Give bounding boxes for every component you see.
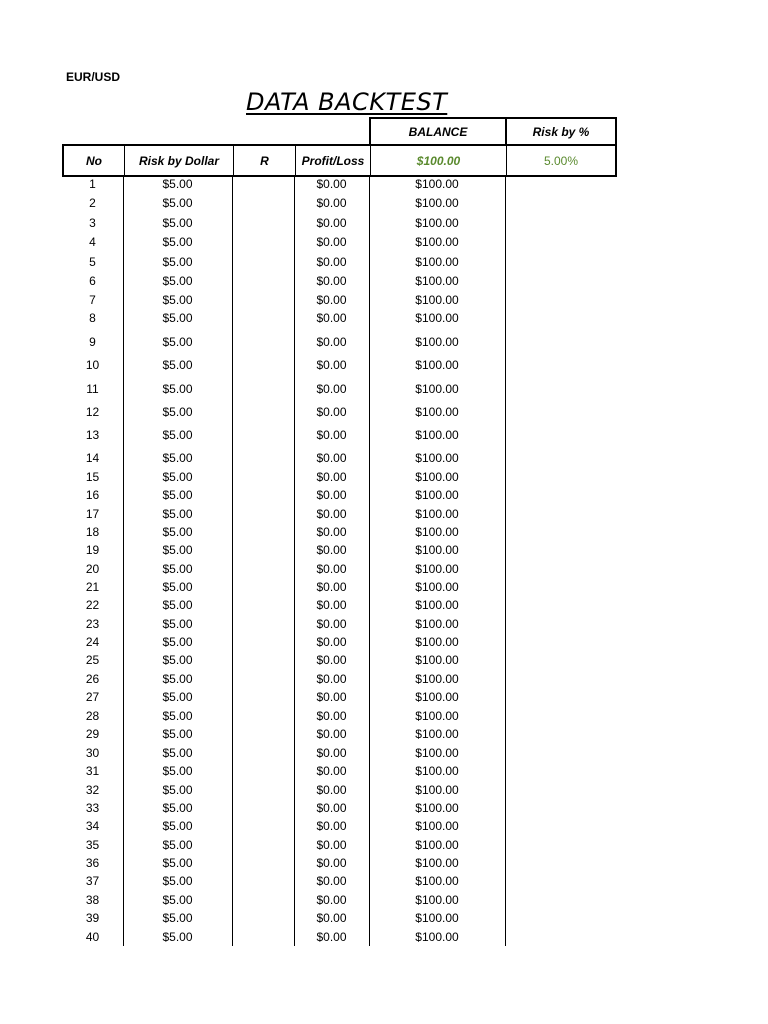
r-cell [232, 726, 294, 742]
profit-loss-cell: $0.00 [316, 382, 347, 396]
risk-by-dollar-cell: $5.00 [162, 801, 193, 815]
table-row [62, 381, 617, 397]
table-row [62, 837, 617, 853]
profit-loss-cell: $0.00 [316, 358, 347, 372]
profit-loss-cell: $0.00 [316, 216, 347, 230]
balance-cell: $100.00 [415, 819, 459, 833]
balance-cell: $100.00 [415, 783, 459, 797]
profit-loss-cell: $0.00 [316, 177, 347, 191]
row-number: 16 [85, 488, 100, 502]
r-cell [232, 929, 294, 945]
balance-cell: $100.00 [415, 335, 459, 349]
balance-cell: $100.00 [415, 196, 459, 210]
r-cell [232, 334, 294, 350]
row-number: 13 [85, 428, 100, 442]
table-row [62, 427, 617, 443]
profit-loss-cell: $0.00 [316, 543, 347, 557]
risk-by-dollar-cell: $5.00 [162, 358, 193, 372]
r-cell [232, 506, 294, 522]
balance-cell: $100.00 [415, 562, 459, 576]
row-number: 37 [85, 874, 100, 888]
table-row [62, 671, 617, 687]
profit-loss-cell: $0.00 [316, 764, 347, 778]
table-row [62, 357, 617, 373]
r-cell [232, 487, 294, 503]
table-row [62, 892, 617, 908]
balance-cell: $100.00 [415, 653, 459, 667]
risk-by-dollar-cell: $5.00 [162, 893, 193, 907]
table-row [62, 542, 617, 558]
balance-cell: $100.00 [415, 617, 459, 631]
balance-header: BALANCE [369, 117, 507, 146]
profit-loss-cell: $0.00 [316, 255, 347, 269]
page-title: DATA BACKTEST [246, 88, 448, 116]
profit-loss-cell: $0.00 [316, 635, 347, 649]
row-number: 40 [85, 930, 100, 944]
r-cell [232, 292, 294, 308]
risk-by-dollar-cell: $5.00 [162, 543, 193, 557]
risk-by-dollar-cell: $5.00 [162, 580, 193, 594]
profit-loss-cell: $0.00 [316, 580, 347, 594]
risk-by-dollar-cell: $5.00 [162, 709, 193, 723]
r-cell [232, 579, 294, 595]
row-number: 3 [89, 216, 96, 230]
r-cell [232, 782, 294, 798]
row-number: 31 [85, 764, 100, 778]
r-cell [232, 800, 294, 816]
profit-loss-cell: $0.00 [316, 488, 347, 502]
column-header-profit-loss: Profit/Loss [296, 146, 371, 175]
table-row [62, 855, 617, 871]
r-cell [232, 542, 294, 558]
column-header-risk-by-dollar: Risk by Dollar [125, 146, 234, 175]
balance-cell: $100.00 [415, 235, 459, 249]
row-number: 10 [85, 358, 100, 372]
table-row [62, 745, 617, 761]
table-row [62, 334, 617, 350]
row-number: 39 [85, 911, 100, 925]
risk-by-dollar-cell: $5.00 [162, 255, 193, 269]
balance-cell: $100.00 [415, 177, 459, 191]
profit-loss-cell: $0.00 [316, 709, 347, 723]
table-row [62, 579, 617, 595]
balance-cell: $100.00 [415, 451, 459, 465]
risk-by-dollar-cell: $5.00 [162, 562, 193, 576]
row-number: 9 [89, 335, 96, 349]
balance-cell: $100.00 [415, 727, 459, 741]
row-number: 23 [85, 617, 100, 631]
row-number: 29 [85, 727, 100, 741]
balance-cell: $100.00 [415, 488, 459, 502]
r-cell [232, 689, 294, 705]
balance-cell: $100.00 [415, 428, 459, 442]
starting-balance-value: $100.00 [371, 146, 507, 175]
currency-pair-label: EUR/USD [66, 70, 121, 84]
balance-cell: $100.00 [415, 856, 459, 870]
risk-by-dollar-cell: $5.00 [162, 838, 193, 852]
balance-cell: $100.00 [415, 874, 459, 888]
risk-by-dollar-cell: $5.00 [162, 216, 193, 230]
table-row [62, 469, 617, 485]
r-cell [232, 892, 294, 908]
table-row [62, 176, 617, 192]
risk-by-dollar-cell: $5.00 [162, 617, 193, 631]
table-row [62, 450, 617, 466]
table-row [62, 506, 617, 522]
risk-by-dollar-cell: $5.00 [162, 235, 193, 249]
balance-cell: $100.00 [415, 672, 459, 686]
risk-by-dollar-cell: $5.00 [162, 930, 193, 944]
table-row [62, 818, 617, 834]
r-cell [232, 357, 294, 373]
row-number: 22 [85, 598, 100, 612]
table-row [62, 292, 617, 308]
profit-loss-cell: $0.00 [316, 311, 347, 325]
risk-by-dollar-cell: $5.00 [162, 727, 193, 741]
table-row [62, 634, 617, 650]
table-header-row [62, 144, 617, 177]
table-row [62, 561, 617, 577]
profit-loss-cell: $0.00 [316, 507, 347, 521]
table-row [62, 310, 617, 326]
balance-cell: $100.00 [415, 216, 459, 230]
balance-cell: $100.00 [415, 525, 459, 539]
risk-by-dollar-cell: $5.00 [162, 382, 193, 396]
row-number: 33 [85, 801, 100, 815]
r-cell [232, 818, 294, 834]
balance-cell: $100.00 [415, 764, 459, 778]
risk-by-dollar-cell: $5.00 [162, 598, 193, 612]
r-cell [232, 195, 294, 211]
profit-loss-cell: $0.00 [316, 451, 347, 465]
risk-by-dollar-cell: $5.00 [162, 672, 193, 686]
balance-cell: $100.00 [415, 838, 459, 852]
risk-by-dollar-cell: $5.00 [162, 635, 193, 649]
profit-loss-cell: $0.00 [316, 598, 347, 612]
r-cell [232, 381, 294, 397]
row-number: 27 [85, 690, 100, 704]
r-cell [232, 524, 294, 540]
balance-cell: $100.00 [415, 293, 459, 307]
table-row [62, 254, 617, 270]
row-number: 17 [85, 507, 100, 521]
risk-by-dollar-cell: $5.00 [162, 783, 193, 797]
row-number: 35 [85, 838, 100, 852]
balance-cell: $100.00 [415, 507, 459, 521]
table-row [62, 616, 617, 632]
profit-loss-cell: $0.00 [316, 196, 347, 210]
table-row [62, 273, 617, 289]
risk-percent-value: 5.00% [543, 153, 579, 168]
profit-loss-cell: $0.00 [316, 525, 347, 539]
profit-loss-cell: $0.00 [316, 235, 347, 249]
balance-cell: $100.00 [415, 893, 459, 907]
table-row [62, 726, 617, 742]
profit-loss-cell: $0.00 [316, 856, 347, 870]
row-number: 24 [85, 635, 100, 649]
risk-by-dollar-cell: $5.00 [162, 196, 193, 210]
table-row [62, 652, 617, 668]
profit-loss-cell: $0.00 [316, 783, 347, 797]
profit-loss-cell: $0.00 [316, 930, 347, 944]
table-row [62, 404, 617, 420]
profit-loss-cell: $0.00 [316, 746, 347, 760]
r-cell [232, 215, 294, 231]
column-header-no: No [64, 146, 125, 175]
risk-by-dollar-cell: $5.00 [162, 764, 193, 778]
r-cell [232, 273, 294, 289]
row-number: 8 [89, 311, 96, 325]
row-number: 21 [85, 580, 100, 594]
profit-loss-cell: $0.00 [316, 653, 347, 667]
profit-loss-cell: $0.00 [316, 893, 347, 907]
balance-cell: $100.00 [415, 405, 459, 419]
risk-by-dollar-cell: $5.00 [162, 451, 193, 465]
risk-by-dollar-cell: $5.00 [162, 335, 193, 349]
table-row [62, 708, 617, 724]
column-header-r: R [234, 146, 296, 175]
balance-cell: $100.00 [415, 635, 459, 649]
risk-by-dollar-cell: $5.00 [162, 874, 193, 888]
profit-loss-cell: $0.00 [316, 562, 347, 576]
r-cell [232, 176, 294, 192]
table-row [62, 763, 617, 779]
risk-by-dollar-cell: $5.00 [162, 690, 193, 704]
profit-loss-cell: $0.00 [316, 335, 347, 349]
risk-by-dollar-cell: $5.00 [162, 274, 193, 288]
profit-loss-cell: $0.00 [316, 405, 347, 419]
risk-by-dollar-cell: $5.00 [162, 488, 193, 502]
risk-by-dollar-cell: $5.00 [162, 428, 193, 442]
table-row [62, 487, 617, 503]
balance-cell: $100.00 [415, 580, 459, 594]
r-cell [232, 254, 294, 270]
risk-by-dollar-cell: $5.00 [162, 177, 193, 191]
table-row [62, 929, 617, 945]
row-number: 6 [89, 274, 96, 288]
row-number: 4 [89, 235, 96, 249]
risk-by-dollar-cell: $5.00 [162, 311, 193, 325]
profit-loss-cell: $0.00 [316, 672, 347, 686]
balance-cell: $100.00 [415, 801, 459, 815]
r-cell [232, 616, 294, 632]
r-cell [232, 450, 294, 466]
profit-loss-cell: $0.00 [316, 293, 347, 307]
profit-loss-cell: $0.00 [316, 470, 347, 484]
profit-loss-cell: $0.00 [316, 617, 347, 631]
row-number: 28 [85, 709, 100, 723]
r-cell [232, 427, 294, 443]
risk-by-dollar-cell: $5.00 [162, 525, 193, 539]
balance-cell: $100.00 [415, 470, 459, 484]
r-cell [232, 597, 294, 613]
r-cell [232, 469, 294, 485]
profit-loss-cell: $0.00 [316, 428, 347, 442]
table-row [62, 195, 617, 211]
table-row [62, 234, 617, 250]
profit-loss-cell: $0.00 [316, 801, 347, 815]
table-row [62, 873, 617, 889]
balance-cell: $100.00 [415, 358, 459, 372]
row-number: 11 [86, 382, 99, 396]
balance-cell: $100.00 [415, 911, 459, 925]
balance-cell: $100.00 [415, 690, 459, 704]
risk-percent-header: Risk by % [505, 117, 617, 146]
balance-cell: $100.00 [415, 255, 459, 269]
row-number: 32 [85, 783, 100, 797]
balance-cell: $100.00 [415, 746, 459, 760]
row-number: 12 [85, 405, 100, 419]
r-cell [232, 763, 294, 779]
r-cell [232, 745, 294, 761]
row-number: 19 [85, 543, 100, 557]
row-number: 34 [85, 819, 100, 833]
r-cell [232, 310, 294, 326]
profit-loss-cell: $0.00 [316, 838, 347, 852]
r-cell [232, 652, 294, 668]
profit-loss-cell: $0.00 [316, 690, 347, 704]
row-number: 25 [85, 653, 100, 667]
r-cell [232, 234, 294, 250]
row-number: 26 [85, 672, 100, 686]
r-cell [232, 671, 294, 687]
row-number: 36 [85, 856, 100, 870]
row-number: 20 [85, 562, 100, 576]
risk-by-dollar-cell: $5.00 [162, 470, 193, 484]
balance-cell: $100.00 [415, 311, 459, 325]
balance-cell: $100.00 [415, 930, 459, 944]
balance-cell: $100.00 [415, 709, 459, 723]
table-row [62, 782, 617, 798]
r-cell [232, 873, 294, 889]
profit-loss-cell: $0.00 [316, 727, 347, 741]
risk-by-dollar-cell: $5.00 [162, 819, 193, 833]
risk-by-dollar-cell: $5.00 [162, 653, 193, 667]
row-number: 14 [85, 451, 100, 465]
row-number: 38 [85, 893, 100, 907]
table-row [62, 524, 617, 540]
balance-cell: $100.00 [415, 382, 459, 396]
row-number: 7 [89, 293, 96, 307]
r-cell [232, 910, 294, 926]
row-number: 15 [85, 470, 100, 484]
table-row [62, 689, 617, 705]
risk-by-dollar-cell: $5.00 [162, 293, 193, 307]
profit-loss-cell: $0.00 [316, 819, 347, 833]
table-row [62, 597, 617, 613]
risk-by-dollar-cell: $5.00 [162, 911, 193, 925]
r-cell [232, 561, 294, 577]
r-cell [232, 404, 294, 420]
r-cell [232, 837, 294, 853]
row-number: 5 [89, 255, 96, 269]
table-row [62, 215, 617, 231]
table-row [62, 910, 617, 926]
r-cell [232, 708, 294, 724]
balance-cell: $100.00 [415, 274, 459, 288]
balance-cell: $100.00 [415, 543, 459, 557]
row-number: 30 [85, 746, 100, 760]
risk-by-dollar-cell: $5.00 [162, 507, 193, 521]
balance-cell: $100.00 [415, 598, 459, 612]
profit-loss-cell: $0.00 [316, 911, 347, 925]
profit-loss-cell: $0.00 [316, 274, 347, 288]
r-cell [232, 855, 294, 871]
row-number: 2 [89, 196, 96, 210]
r-cell [232, 634, 294, 650]
table-row [62, 800, 617, 816]
row-number: 18 [85, 525, 100, 539]
risk-by-dollar-cell: $5.00 [162, 856, 193, 870]
profit-loss-cell: $0.00 [316, 874, 347, 888]
risk-by-dollar-cell: $5.00 [162, 405, 193, 419]
row-number: 1 [89, 177, 96, 191]
risk-by-dollar-cell: $5.00 [162, 746, 193, 760]
